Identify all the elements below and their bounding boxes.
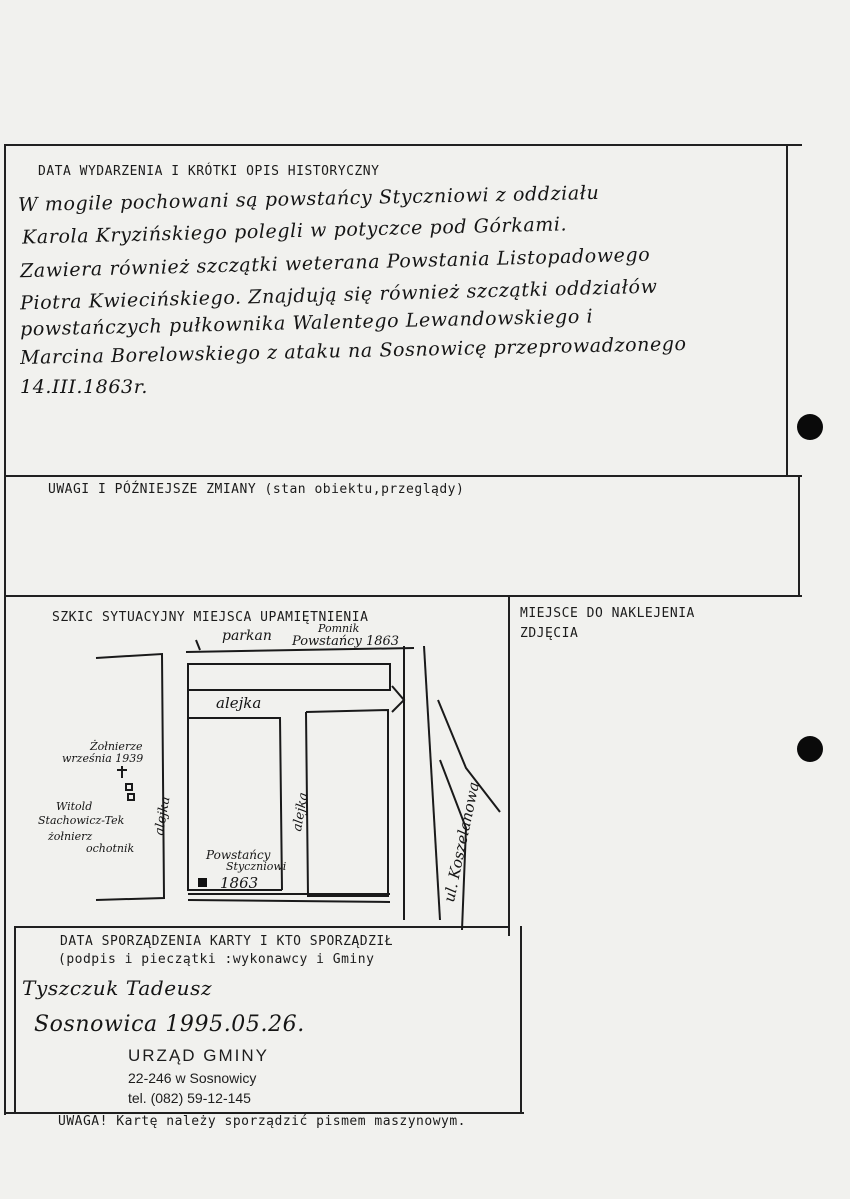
history-heading: DATA WYDARZENIA I KRÓTKI OPIS HISTORYCZNY: [38, 164, 380, 179]
sketch-gate: [392, 686, 404, 712]
label-parkan: parkan: [222, 628, 272, 644]
sketch-right-block: [306, 710, 388, 896]
label-witold-3: żołnierz: [48, 830, 93, 843]
photo-heading-line1: MIEJSCE DO NAKLEJENIA: [520, 606, 695, 621]
stamp-line-1: URZĄD GMINY: [128, 1046, 269, 1065]
label-alejka-top: alejka: [216, 694, 262, 712]
label-zolnierze-1: Żołnierze: [90, 740, 143, 753]
sketch-road-bottom: [188, 900, 390, 902]
label-alejka-mid: alejka: [290, 791, 312, 833]
history-line-2: Karola Kryzińskiego polegli w potyczce pod Górkami.: [21, 213, 568, 249]
sketch-grave-marker: [198, 878, 207, 887]
prepared-heading-line1: DATA SPORZĄDZENIA KARTY I KTO SPORZĄDZIŁ: [60, 934, 394, 949]
sketch-grave-a: [126, 784, 132, 790]
label-alejka-left: alejka: [152, 795, 174, 837]
label-grave-3: 1863: [220, 874, 259, 892]
photo-heading-line2: ZDJĘCIA: [520, 626, 579, 641]
label-witold-2: Stachowicz-Tek: [38, 814, 125, 827]
history-line-7: 14.III.1863r.: [20, 376, 148, 398]
history-line-5: powstańczych pułkownika Walentego Lewandowskiego i: [19, 305, 594, 341]
history-line-6: Marcina Borelowskiego z ataku na Sosnowicę przeprowadzonego: [19, 333, 687, 369]
sketch-top-block: [188, 664, 390, 690]
history-line-4: Piotra Kwiecińskiego. Znajdują się również szczątki oddziałów: [19, 275, 658, 315]
sketch-parkan-arrow: [196, 640, 200, 650]
prepared-signature: Tyszczuk Tadeusz: [22, 976, 213, 1000]
prepared-date-line: Sosnowica 1995.05.26.: [34, 1012, 305, 1037]
sketch-grave-b: [128, 794, 134, 800]
label-grave-1: Powstańcy: [206, 848, 271, 862]
history-line-1: W mogile pochowani są powstańcy Styczniowi z oddziału: [17, 181, 600, 217]
history-line-3: Zawiera również szczątki weterana Powstania Listopadowego: [19, 243, 651, 283]
label-witold-4: ochotnik: [86, 842, 135, 855]
label-witold-1: Witold: [56, 800, 93, 813]
remarks-heading: UWAGI I PÓŹNIEJSZE ZMIANY (stan obiektu,przeglądy): [48, 482, 465, 497]
sketch-road-right-edge: [424, 646, 440, 920]
sketch-heading: SZKIC SYTUACYJNY MIEJSCA UPAMIĘTNIENIA: [52, 610, 369, 625]
label-zolnierze-2: września 1939: [62, 752, 144, 765]
stamp-line-2: 22-246 w Sosnowicy: [128, 1070, 257, 1086]
label-pomnik-2: Powstańcy 1863: [292, 634, 400, 649]
label-grave-2: Styczniowi: [226, 860, 287, 873]
sketch-left-plot: [96, 654, 164, 900]
label-pomnik-1: Pomnik: [318, 622, 360, 635]
footer-note: UWAGA! Kartę należy sporządzić pismem maszynowym.: [58, 1114, 467, 1129]
stamp-line-3: tel. (082) 59-12-145: [128, 1090, 251, 1106]
label-street: ul. Koszelanowa: [440, 780, 484, 904]
prepared-heading-line2: (podpis i pieczątki :wykonawcy i Gminy: [58, 952, 375, 967]
